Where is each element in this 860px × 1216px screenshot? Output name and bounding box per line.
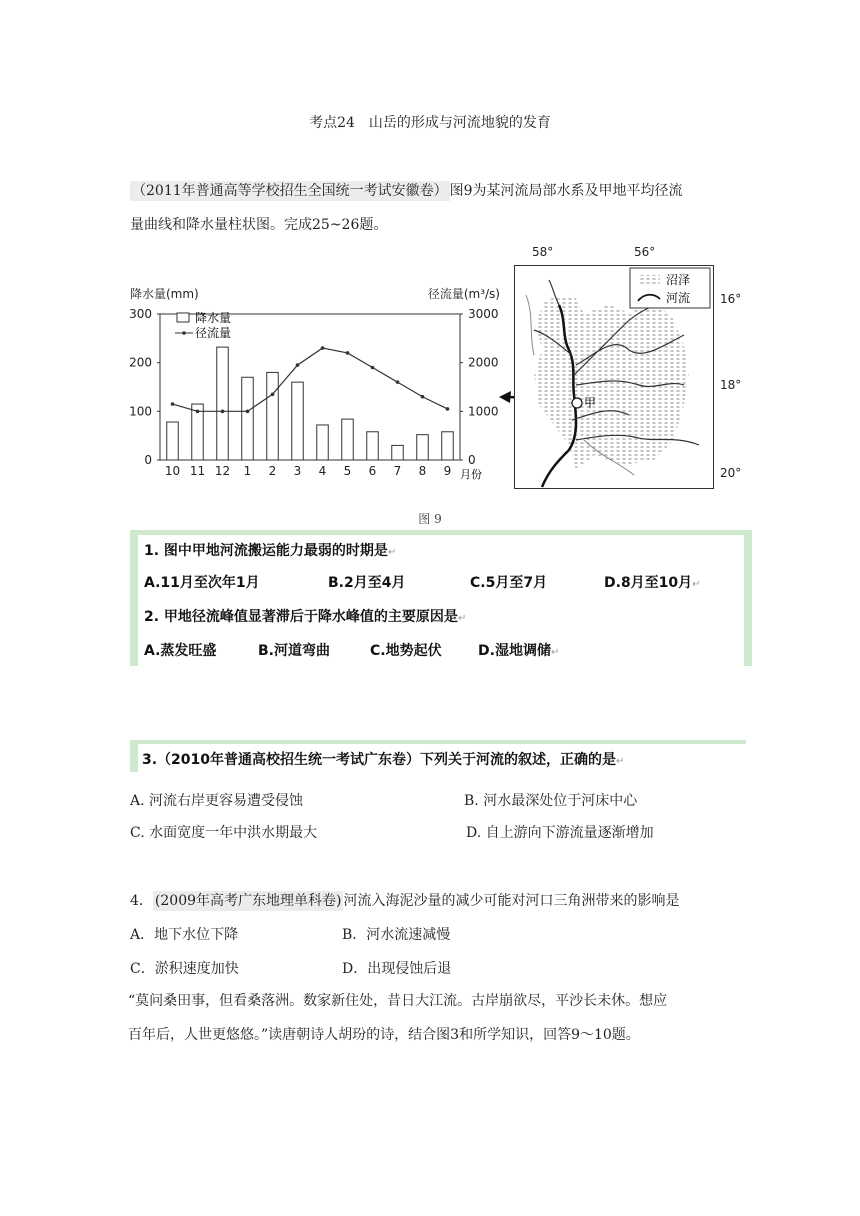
x-tick-label: 9 [443,464,452,478]
y-tick-label: 200 [129,355,152,370]
precip-bar [292,382,304,460]
page-title: 考点24 山岳的形成与河流地貌的发育 [309,115,551,131]
q3-option-a: A. 河流右岸更容易遭受侵蚀 [130,793,304,809]
q4-number: 4． [130,893,153,909]
legend-river: 河流 [666,291,691,305]
q1-stem: 1. 图中甲地河流搬运能力最弱的时期是↵ [144,543,397,559]
runoff-point [221,410,225,414]
runoff-point [421,395,425,399]
y-axis-label: 降水量(mm) [130,287,199,301]
q2-option-d: D.湿地调储↵ [478,643,560,659]
legend-line-dot [182,331,186,335]
x-tick-label: 10 [164,464,181,478]
runoff-point [346,351,350,355]
y2-axis-label: 径流量(m³/s) [427,287,500,301]
x-tick-label: 2 [268,464,277,478]
runoff-point [321,346,325,350]
legend-precip: 降水量 [195,311,232,325]
q3-option-b: B. 河水最深处位于河床中心 [464,793,638,809]
runoff-point [296,363,300,367]
precip-bar [217,347,229,460]
runoff-point [371,366,375,370]
q1-option-d: D.8月至10月↵ [604,575,701,591]
runoff-point [271,393,275,397]
poem-line-1: “莫问桑田事，但看桑落洲。数家新住处，昔日大江流。古岸崩欲尽，平沙长未休。想应 [128,993,668,1009]
question-box-3 [130,740,746,772]
site-jia-marker [572,398,582,408]
precip-bar [267,372,279,460]
runoff-point [446,407,450,411]
q4-source: (2009年高考广东地理单科卷) [154,893,342,909]
y-tick-label: 100 [129,404,152,419]
runoff-point [246,410,250,414]
y2-tick-label: 0 [468,453,476,467]
x-unit-label: 月份 [460,468,482,481]
map-legend [630,268,710,308]
x-tick-label: 4 [318,464,327,478]
q4-option-d: D．出现侵蚀后退 [342,961,452,977]
y-tick-label: 300 [129,307,152,321]
precip-bar [417,435,429,460]
q4-stem-line [130,890,679,910]
x-tick-label: 1 [243,464,252,478]
lat-label-20: 20° [720,466,742,480]
q3-option-c: C. 水面宽度一年中洪水期最大 [130,825,318,841]
question-box-1-2 [130,530,752,666]
runoff-point [171,402,175,406]
q4-option-b: B．河水流速减慢 [342,927,451,943]
precip-bar [342,419,354,460]
lat-label-16: 16° [720,292,742,306]
q2-option-c: C.地势起伏 [370,643,442,659]
runoff-point [396,380,400,384]
q2-option-b: B.河道弯曲 [258,643,330,659]
intro-text-1: 图9为某河流局部水系及甲地平均径流 [449,183,683,199]
precip-bar [442,432,454,460]
lon-label-56: 56° [634,245,656,259]
precip-bar [167,422,179,460]
legend-bar-swatch [177,313,189,322]
runoff-point [196,410,200,414]
q1-option-c: C.5月至7月 [470,575,548,591]
legend-marsh: 沼泽 [666,273,691,287]
runoff-line [173,348,448,411]
y2-tick-label: 1000 [468,404,499,419]
legend-runoff: 径流量 [195,326,232,340]
q4-option-c: C．淤积速度加快 [130,961,239,977]
q2-option-a: A.蒸发旺盛 [144,643,217,659]
precip-bar [367,432,379,460]
chart-legend [175,310,231,340]
q1-option-b: B.2月至4月 [328,575,406,591]
y2-tick-label: 3000 [468,307,499,321]
y2-tick-label: 2000 [468,355,499,370]
lon-label-58: 58° [532,245,554,259]
intro-line-1 [130,180,683,200]
x-tick-label: 12 [214,464,231,478]
x-tick-label: 11 [189,464,206,478]
intro-source: （2011年普通高等学校招生全国统一考试安徽卷） [132,183,448,199]
q1-option-a: A.11月至次年1月 [144,575,260,591]
q4-stem: 河流入海泥沙量的减少可能对河口三角洲带来的影响是 [343,893,680,909]
q2-stem: 2. 甲地径流峰值显著滞后于降水峰值的主要原因是↵ [144,609,467,625]
x-tick-label: 8 [418,464,427,478]
q3-option-d: D. 自上游向下游流量逐渐增加 [466,825,654,841]
intro-line-2: 量曲线和降水量柱状图。完成25~26题。 [130,217,388,233]
x-tick-label: 7 [393,464,402,478]
q3-stem: 3.（2010年普通高校招生统一考试广东卷）下列关于河流的叙述，正确的是↵ [142,752,625,768]
precip-bar [392,445,404,460]
lat-label-18: 18° [720,378,742,392]
x-tick-label: 3 [293,464,302,478]
river-map [514,265,714,489]
precip-runoff-chart [125,280,510,490]
figure-caption: 图 9 [418,512,442,526]
x-tick-label: 6 [368,464,377,478]
y-tick-label: 0 [144,453,152,467]
precip-bar [242,377,254,460]
x-tick-label: 5 [343,464,352,478]
poem-line-2: 百年后，人世更悠悠。”读唐朝诗人胡玢的诗，结合图3和所学知识，回答9～10题。 [128,1027,640,1043]
precip-bar [317,425,329,460]
site-jia-label: 甲 [584,396,597,410]
q4-option-a: A．地下水位下降 [130,927,239,943]
